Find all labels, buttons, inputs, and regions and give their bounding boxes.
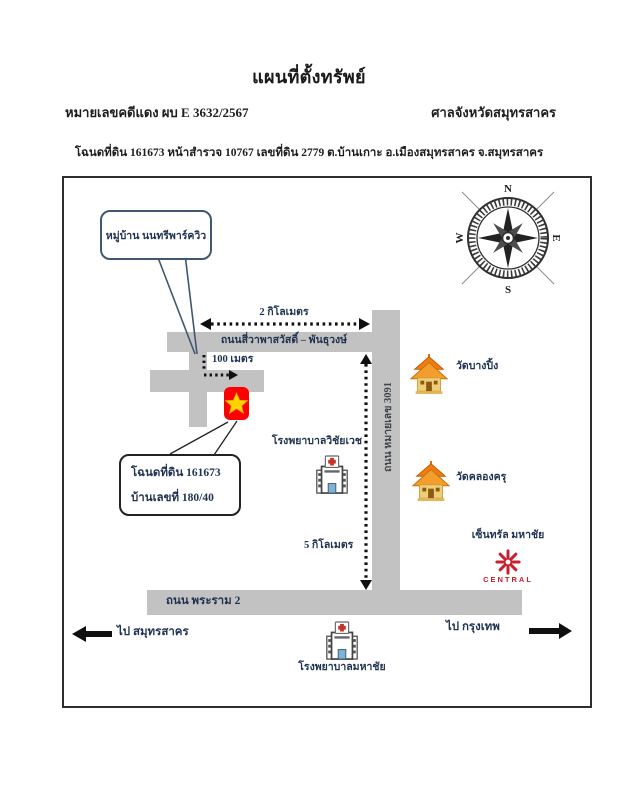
road-rama2-label: ถนน พระราม 2: [166, 595, 241, 607]
village-callout-text: หมู่บ้าน นนทรีพาร์ควิว: [105, 230, 207, 242]
vichaivej-hospital-label: โรงพยาบาลวิชัยเวช: [271, 436, 363, 447]
central-logo-icon: [494, 548, 522, 576]
distance-100m-label: 100 เมตร: [212, 354, 254, 365]
distance-5km-label: 5 กิโลเมตร: [304, 540, 354, 551]
mahachai-hospital-label: โรงพยาบาลมหาชัย: [298, 662, 386, 673]
compass-rose-icon: [454, 183, 562, 296]
parcel-callout: [119, 454, 241, 516]
property-marker-icon: [224, 387, 249, 420]
page-title: แผนที่ตั้งทรัพย์: [252, 67, 366, 87]
to-bangkok-label: ไป กรุงเทพ: [446, 621, 500, 633]
village-callout: [100, 210, 212, 260]
wat-bang-ping-label: วัดบางปิ้ง: [456, 361, 499, 372]
central-mahachai-label: เซ็นทรัล มหาชัย: [471, 530, 545, 541]
central-logo-text: CENTRAL: [483, 575, 533, 584]
compass-e-label: E: [550, 234, 562, 242]
compass-w-label: W: [454, 232, 466, 244]
arrow-to-bangkok-icon: [529, 623, 572, 639]
distance-2km-arrow: [200, 318, 370, 330]
case-number: หมายเลขคดีแดง ผบ E 3632/2567: [65, 105, 249, 120]
wat-bang-ping-temple-icon: [408, 353, 450, 395]
wat-khlong-khru-temple-icon: [410, 460, 452, 502]
wat-khlong-khru-label: วัดคลองครุ: [456, 472, 507, 483]
deed-info-line: โฉนดที่ดิน 161673 หน้าสำรวจ 10767 เลขที่ดิน 2779 ต.บ้านเกาะ อ.เมืองสมุทรสาคร จ.สมุทรสาคร: [74, 147, 544, 159]
compass-n-label: N: [504, 183, 512, 195]
to-samut-sakhon-label: ไป สมุทรสาคร: [117, 626, 189, 638]
map-frame: [62, 176, 592, 708]
parcel-house-no-text: บ้านเลขที่ 180/40: [131, 491, 214, 504]
mahachai-hospital-icon: [323, 621, 361, 661]
distance-2km-label: 2 กิโลเมตร: [259, 307, 309, 318]
compass-s-label: S: [504, 284, 512, 296]
road-3091-label: ถนน หมายเลข 3091: [383, 381, 394, 473]
parcel-deed-text: โฉนดที่ดิน 161673: [131, 466, 221, 479]
arrow-to-samut-sakhon-icon: [72, 626, 112, 642]
road-siwa-label: ถนนสี่วาพาสวัสดิ์ – พันธุวงษ์: [220, 335, 348, 346]
court-name: ศาลจังหวัดสมุทรสาคร: [431, 105, 556, 120]
distance-5km-arrow: [360, 354, 372, 590]
vichaivej-hospital-icon: [313, 455, 351, 495]
